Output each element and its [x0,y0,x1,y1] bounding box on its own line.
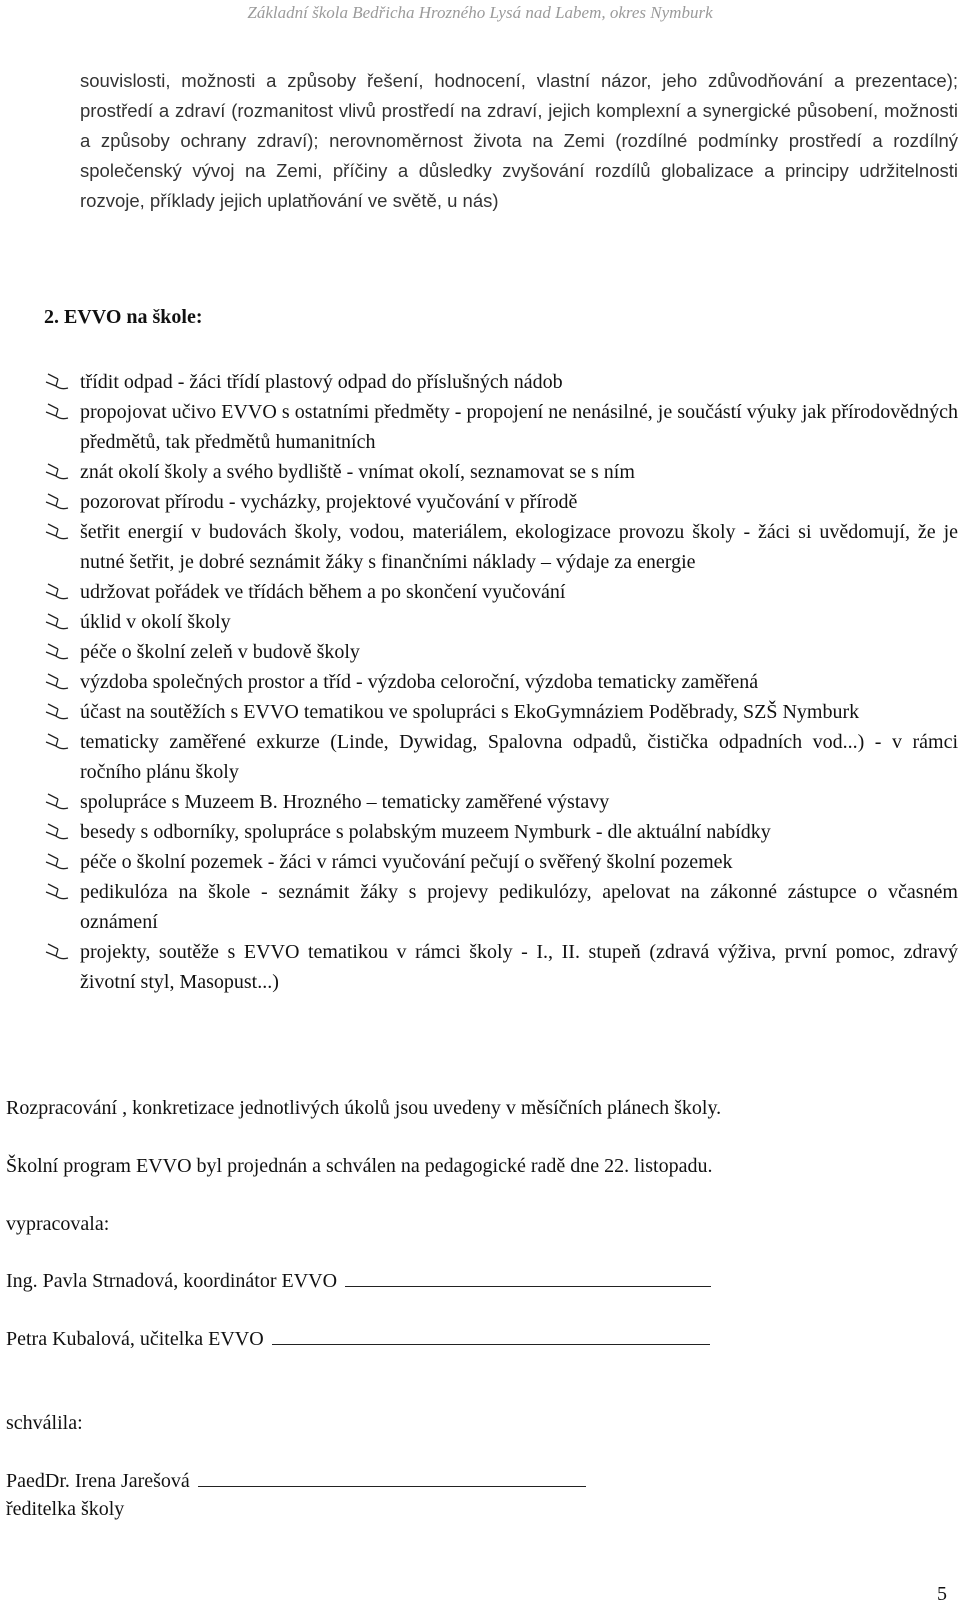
list-item-text: tematicky zaměřené exkurze (Linde, Dywidag, Spalovna odpadů, čistička odpadních vod...) - v rámci ročního plánu školy [80,731,958,783]
bullet-icon [44,879,70,905]
list-item-text: znát okolí školy a svého bydliště - vnímat okolí, seznamovat se s ním [80,461,635,483]
list-item-text: spolupráce s Muzeem B. Hrozného – tematicky zaměřené výstavy [80,791,610,813]
bullet-icon [44,729,70,755]
bullet-icon [44,369,70,395]
list-item-text: péče o školní pozemek - žáci v rámci vyučování pečují o svěřený školní pozemek [80,851,733,873]
list-item [0,577,958,607]
bullet-icon [44,459,70,485]
list-item [0,727,958,787]
list-item-text: propojovat učivo EVVO s ostatními předměty - propojení ne nenásilné, je součástí výuky jak přírodovědných předmětů, tak předmětů humanitních [80,401,958,453]
list-item-text: pozorovat přírodu - vycházky, projektové vyučování v přírodě [80,491,578,513]
bullet-icon [44,819,70,845]
bullet-icon [44,789,70,815]
bullet-icon [44,699,70,725]
bullet-list [0,367,960,997]
list-item [0,787,958,817]
list-item [0,817,958,847]
signer-name: Ing. Pavla Strnadová, koordinátor EVVO [6,1270,338,1292]
section-title: 2. EVVO na škole: [44,306,203,328]
paragraph-rozpracovani: Rozpracování , konkretizace jednotlivých úkolů jsou uvedeny v měsíčních plánech školy. [6,1097,722,1119]
list-item-text: projekty, soutěže s EVVO tematikou v rámci školy - I., II. stupeň (zdravá výživa, první pomoc, zdravý životní styl, Masopust...) [80,941,958,993]
signer-name: PaedDr. Irena Jarešová [6,1470,190,1492]
list-item [0,847,958,877]
list-item-text: pedikulóza na škole - seznámit žáky s projevy pedikulózy, apelovat na zákonné zástupce o včasném oznámení [80,881,958,933]
signature-row [6,1328,710,1351]
list-item [0,937,958,997]
list-item [0,607,958,637]
bullet-icon [44,579,70,605]
list-item-text: besedy s odborníky, spolupráce s polabským muzeem Nymburk - dle aktuální nabídky [80,821,771,843]
bullet-icon [44,399,70,425]
label-vypracovala: vypracovala: [6,1213,110,1235]
list-item [0,667,958,697]
list-item [0,457,958,487]
list-item [0,367,958,397]
signer-name: Petra Kubalová, učitelka EVVO [6,1328,264,1350]
bullet-icon [44,669,70,695]
bullet-icon [44,639,70,665]
bullet-icon [44,489,70,515]
list-item-text: udržovat pořádek ve třídách během a po skončení vyučování [80,581,566,603]
list-item [0,397,958,457]
list-item-text: úklid v okolí školy [80,611,231,633]
list-item-text: šetřit energií v budovách školy, vodou, materiálem, ekologizace provozu školy - žáci si uvědomují, že je nutné šetřit, je dobré seznámit žáky s finančními náklady – výdaje za energie [80,521,958,573]
bullet-icon [44,849,70,875]
list-item [0,877,958,937]
page-number: 5 [937,1583,947,1605]
signature-line [345,1285,711,1287]
list-item-text: třídit odpad - žáci třídí plastový odpad do příslušných nádob [80,371,563,393]
signature-line [272,1343,710,1345]
list-item-text: účast na soutěžích s EVVO tematikou ve spolupráci s EkoGymnáziem Poděbrady, SZŠ Nymburk [80,701,860,723]
signature-row [6,1270,711,1293]
list-item-text: výzdoba společných prostor a tříd - výzdoba celoroční, výzdoba tematicky zaměřená [80,671,759,693]
paragraph-schvaleni: Školní program EVVO byl projednán a schválen na pedagogické radě dne 22. listopadu. [6,1155,713,1177]
label-schvalila: schválila: [6,1412,83,1434]
signature-line [198,1485,586,1487]
list-item [0,637,958,667]
bullet-icon [44,519,70,545]
list-item-text: péče o školní zeleň v budově školy [80,641,360,663]
bullet-icon [44,939,70,965]
list-item [0,517,958,577]
signer-role: ředitelka školy [6,1498,125,1520]
list-item [0,697,958,727]
page-header: Základní škola Bedřicha Hrozného Lysá nad Labem, okres Nymburk [247,3,713,22]
list-item [0,487,958,517]
intro-paragraph: souvislosti, možnosti a způsoby řešení, hodnocení, vlastní názor, jeho zdůvodňování a prezentace); prostředí a zdraví (rozmanitost vlivů prostředí na zdraví, jejich komplexní a synergické působení, možnosti a způsoby ochrany zdraví); nerovnoměrnost života na Zemi (rozdílné podmínky prostředí a rozdílný společenský vývoj na Zemi, příčiny a důsledky zvyšování rozdílů globalizace a principy udržitelnosti rozvoje, příklady jejich uplatňování ve světě, u nás) [80,70,958,211]
signature-row [6,1470,586,1493]
bullet-icon [44,609,70,635]
